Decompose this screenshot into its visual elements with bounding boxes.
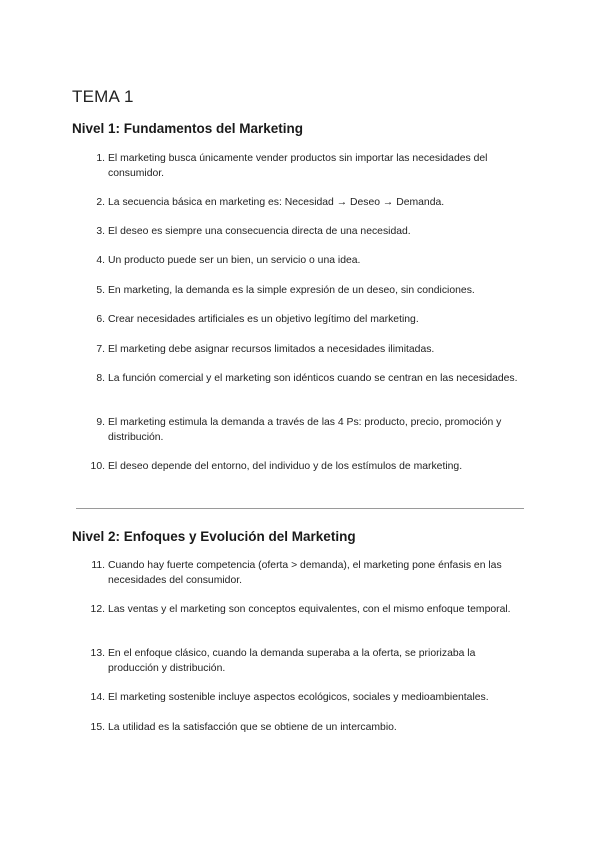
list-item-text: El marketing sostenible incluye aspectos ecológicos, sociales y medioambientales. (108, 692, 489, 703)
list-item-text: El marketing estimula la demanda a través de las 4 Ps: producto, precio, promoción y distribución. (108, 417, 502, 443)
list-item-text: Las ventas y el marketing son conceptos equivalentes, con el mismo enfoque temporal. (108, 604, 511, 615)
list-item-text: La secuencia básica en marketing es: Necesidad → Deseo → Demanda. (108, 197, 445, 208)
list-item-text: El deseo depende del entorno, del individuo y de los estímulos de marketing. (108, 461, 463, 472)
list-item-text: Un producto puede ser un bien, un servicio o una idea. (108, 255, 361, 266)
list-item-number: 10. (90, 461, 105, 472)
list-item-text: El marketing busca únicamente vender productos sin importar las necesidades del consumidor. (108, 153, 488, 179)
list-item-number: 9. (96, 417, 105, 428)
list-item (88, 415, 528, 445)
list-item-number: 2. (96, 197, 105, 208)
list-item (88, 558, 528, 588)
list-item (88, 312, 528, 327)
list-item-text: Cuando hay fuerte competencia (oferta > demanda), el marketing pone énfasis en las necesidades del consumidor. (108, 560, 502, 586)
list-item-number: 8. (96, 373, 105, 384)
list-item (88, 646, 528, 676)
list-item-text: La función comercial y el marketing son idénticos cuando se centran en las necesidades. (108, 373, 518, 384)
list-item-number: 13. (90, 648, 105, 659)
list-item (88, 602, 528, 617)
list-item-number: 1. (96, 153, 105, 164)
list-item-number: 14. (90, 692, 105, 703)
list-item (88, 690, 528, 705)
list-item-text: Crear necesidades artificiales es un objetivo legítimo del marketing. (108, 314, 419, 325)
list-item (88, 253, 528, 268)
list-item-number: 6. (96, 314, 105, 325)
list-item (88, 151, 528, 181)
list-item-number: 11. (91, 560, 105, 571)
list-item (88, 371, 528, 386)
document-title: TEMA 1 (72, 87, 134, 106)
list-item-number: 5. (96, 285, 105, 296)
section-2-heading: Nivel 2: Enfoques y Evolución del Marketing (72, 529, 356, 544)
list-item-number: 3. (96, 226, 105, 237)
section-divider (76, 508, 524, 509)
list-item (88, 224, 528, 239)
section-1-heading: Nivel 1: Fundamentos del Marketing (72, 121, 304, 136)
list-item-number: 4. (96, 255, 105, 266)
list-item-number: 12. (90, 604, 105, 615)
list-item-number: 7. (96, 344, 105, 355)
list-item (88, 195, 528, 210)
list-item (88, 720, 528, 735)
list-item-text: El marketing debe asignar recursos limitados a necesidades ilimitadas. (108, 344, 435, 355)
list-item-text: En marketing, la demanda es la simple expresión de un deseo, sin condiciones. (108, 285, 475, 296)
list-item-text: En el enfoque clásico, cuando la demanda superaba a la oferta, se priorizaba la producción y distribución. (108, 648, 476, 674)
list-item (88, 342, 528, 357)
list-item (88, 459, 528, 474)
list-item (88, 283, 528, 298)
list-item-number: 15. (90, 722, 105, 733)
list-item-text: La utilidad es la satisfacción que se obtiene de un intercambio. (108, 722, 397, 733)
list-item-text: El deseo es siempre una consecuencia directa de una necesidad. (108, 226, 411, 237)
